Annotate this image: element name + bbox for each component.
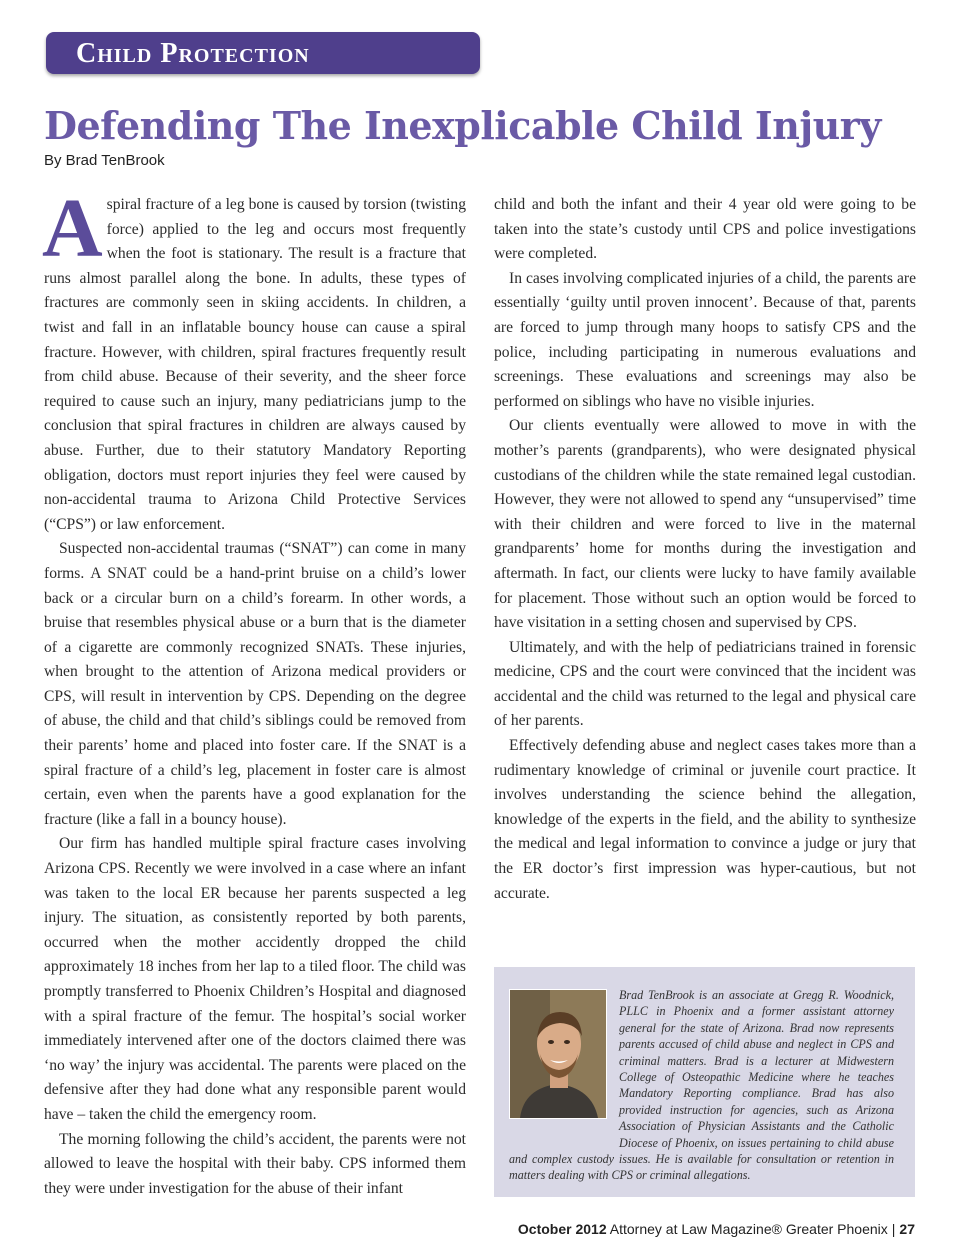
paragraph-8: Effectively defending abuse and neglect cases takes more than a rudimentary knowledge of criminal or juvenile court practice. It involves understanding the science behind the allegation, knowledge of the experts in the field, and the ability to synthesize the medical and legal information to convince a judge or jury that the ER doctor’s first impression was hyper-cautious, but not accurate. [494,737,916,902]
paragraph-1-text: spiral fracture of a leg bone is caused by torsion (twisting force) applied to the leg and occurs most frequently when the foot is stationary. The result is a fracture that runs almost parallel along the bone. In adults, these types of fractures are commonly seen in skiing accidents. In children, a twist and fall in an inflatable bouncy house can cause a spiral fracture. However, with children, spiral fractures frequently result from child abuse. Because of their severity, and the sheer force required to cause such an injury, many pediatricians jump to the conclusion that spiral fractures in children are always caused by abuse. Further, due to their statutory Mandatory Reporting obligation, doctors must report injuries they feel were caused by non-accidental trauma to Arizona Child Protective Services (“CPS”) or law enforcement. [44,196,466,533]
footer-separator: | [891,1221,896,1237]
section-label: Child Protection [76,38,310,69]
drop-cap: A [42,182,103,275]
byline: By Brad TenBrook [44,152,165,169]
paragraph-7: Ultimately, and with the help of pediatricians trained in forensic medicine, CPS and the court were convinced that the incident was accidental and the child was returned to the legal and physical care of her parents. [494,638,916,730]
paragraph-4: The morning following the child’s accident, the parents were not allowed to leave the hospital with their baby. CPS informed them they were under investigation for the abuse of their infant [44,1130,466,1197]
left-column [42,182,466,1201]
author-bio-text: Brad TenBrook is an associate at Gregg R. Woodnick, PLLC in Phoenix and a former assistant attorney general for the state of Arizona. Brad now represents parents accused of child abuse and neglect in CPS and criminal matters. Brad is a lecturer at Midwestern College of Osteopathic Medicine where he teaches Mandatory Reporting compliance. Brad has also provided instruction for agencies, such as Arizona Association of Physician Assistants and the Catholic Diocese of Phoenix, on issues pertaining to child abuse and complex custody issues. He is available for consultation or retention in matters dealing with CPS or criminal allegations. [509,988,894,1183]
paragraph-5: In cases involving complicated injuries of a child, the parents are essentially ‘guilty until proven innocent’. Because of that, parents are forced to jump through many hoops to satisfy CPS and the police, including participating in numerous evaluations and screenings. These evaluations and screenings may also be performed on siblings who have no visible injuries. [494,269,916,410]
paragraph-1 [42,182,466,537]
footer-issue: October 2012 [517,1221,607,1237]
page-number: 27 [899,1221,915,1237]
author-bio-box [494,967,915,1197]
paragraph-6: Our clients eventually were allowed to move in with the mother’s parents (grandparents), who were designated physical custodians of the children while the state remained legal custodian. However, they were not allowed to spend any “unsupervised” time with their children and were forced to live in the maternal grandparents’ home for months during the investigation and aftermath. In fact, our clients were lucky to have family available for placement. Those without such an option would be forced to have visitation in a setting chosen and supervised by CPS. [494,417,916,632]
paragraph-2: Suspected non-accidental traumas (“SNAT”) can come in many forms. A SNAT could be a hand-print bruise on a child’s lower back or a circular burn on a child’s forearm. In other words, a bruise that resembles physical abuse or a burn that is the diameter of a cigarette are commonly recognized SNATs. These injuries, when brought to the attention of Arizona medical providers or CPS, will result in intervention by CPS. Depending on the degree of abuse, the child and that child’s siblings could be removed from their parents’ home and placed into foster care. If the SNAT is a spiral fracture of a child’s leg, placement in foster care is almost certain, even when the parents have a good explanation for the fracture (like a fall in a bouncy house). [44,540,466,828]
author-bio [509,987,894,1184]
right-column [494,193,916,906]
footer-publication: Attorney at Law Magazine® Greater Phoenix [609,1221,888,1237]
section-tab [46,32,480,74]
paragraph-continued: child and both the infant and their 4 year old were going to be taken into the state’s custody until CPS and police investigations were completed. [494,196,916,263]
page-footer [518,1221,915,1237]
paragraph-3: Our firm has handled multiple spiral fracture cases involving Arizona CPS. Recently we were involved in a case where an infant was taken to the local ER because her parents suspected a leg injury. The situation, as consistently reported by both parents, occurred when the mother accidently dropped the child approximately 18 inches from her lap to a tiled floor. The child was promptly transferred to Phoenix Children’s Hospital and diagnosed with a spiral fracture of the femur. The hospital’s social worker immediately intervened after one of the doctors claimed there was ‘no way’ the injury was accidental. The parents were placed on the defensive after they had done what any responsible parent would have – taken the child the emergency room. [44,835,466,1123]
article-title: Defending The Inexplicable Child Injury [44,103,881,148]
